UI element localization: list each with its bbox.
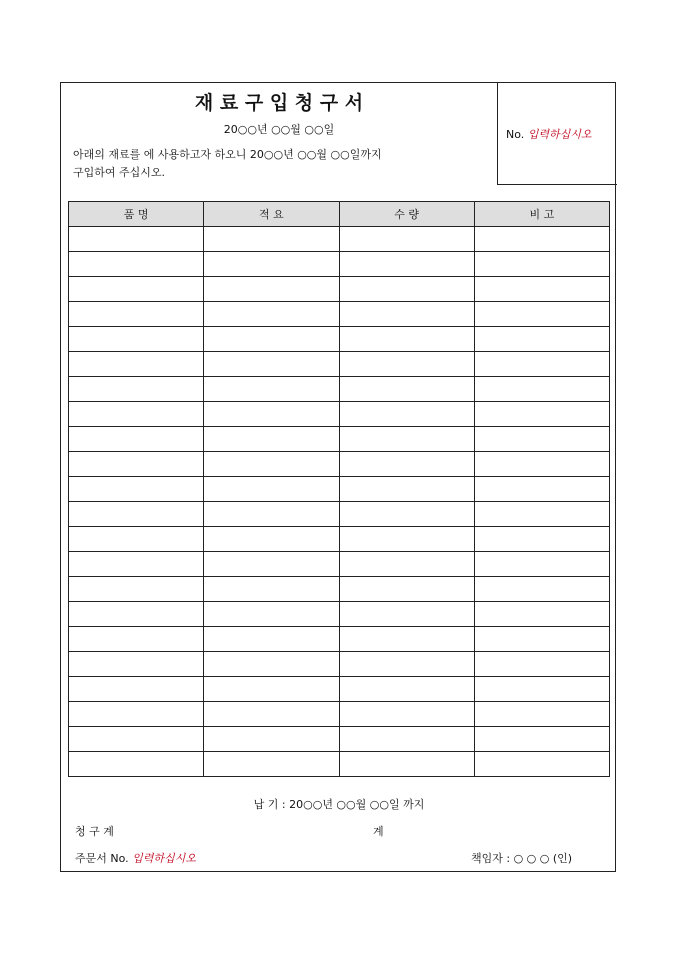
table-row — [69, 377, 610, 402]
table-row — [69, 677, 610, 702]
quantity-cell[interactable] — [339, 277, 474, 302]
remarks-cell[interactable] — [474, 627, 609, 652]
quantity-cell[interactable] — [339, 627, 474, 652]
document-number — [506, 126, 592, 142]
remarks-cell[interactable] — [474, 652, 609, 677]
remarks-cell[interactable] — [474, 252, 609, 277]
item-name-cell[interactable] — [69, 602, 204, 627]
table-row — [69, 552, 610, 577]
description-cell[interactable] — [204, 527, 339, 552]
quantity-cell[interactable] — [339, 327, 474, 352]
request-statement-line-1: 아래의 재료를 에 사용하고자 하오니 20○○년 ○○월 ○○일까지 — [73, 148, 382, 161]
order-number — [75, 850, 196, 866]
header-remarks: 비 고 — [474, 202, 609, 227]
remarks-cell[interactable] — [474, 727, 609, 752]
quantity-cell[interactable] — [339, 727, 474, 752]
table-row — [69, 477, 610, 502]
remarks-cell[interactable] — [474, 527, 609, 552]
remarks-cell[interactable] — [474, 477, 609, 502]
description-cell[interactable] — [204, 452, 339, 477]
item-name-cell[interactable] — [69, 652, 204, 677]
description-cell[interactable] — [204, 352, 339, 377]
item-name-cell[interactable] — [69, 352, 204, 377]
table-row — [69, 527, 610, 552]
table-row — [69, 302, 610, 327]
description-cell[interactable] — [204, 252, 339, 277]
remarks-cell[interactable] — [474, 277, 609, 302]
document-number-placeholder[interactable]: 입력하십시오 — [527, 128, 592, 141]
quantity-cell[interactable] — [339, 477, 474, 502]
description-cell[interactable] — [204, 702, 339, 727]
quantity-cell[interactable] — [339, 427, 474, 452]
table-row — [69, 627, 610, 652]
remarks-cell[interactable] — [474, 602, 609, 627]
table-row — [69, 352, 610, 377]
item-name-cell[interactable] — [69, 527, 204, 552]
item-name-cell[interactable] — [69, 377, 204, 402]
order-number-placeholder[interactable]: 입력하십시오 — [132, 852, 196, 865]
total-label: 계 — [373, 825, 384, 838]
header-quantity: 수 량 — [339, 202, 474, 227]
item-name-cell[interactable] — [69, 252, 204, 277]
description-cell[interactable] — [204, 277, 339, 302]
description-cell[interactable] — [204, 427, 339, 452]
item-name-cell[interactable] — [69, 427, 204, 452]
items-table — [68, 201, 610, 777]
due-date-line: 납 기 : 20○○년 ○○월 ○○일 까지 — [253, 798, 425, 811]
table-row — [69, 752, 610, 777]
manager-signature: 책임자 : ○ ○ ○ (인) — [471, 852, 573, 865]
quantity-cell[interactable] — [339, 527, 474, 552]
description-cell[interactable] — [204, 652, 339, 677]
description-cell[interactable] — [204, 227, 339, 252]
remarks-cell[interactable] — [474, 577, 609, 602]
item-name-cell[interactable] — [69, 227, 204, 252]
remarks-cell[interactable] — [474, 227, 609, 252]
remarks-cell[interactable] — [474, 377, 609, 402]
description-cell[interactable] — [204, 627, 339, 652]
quantity-cell[interactable] — [339, 352, 474, 377]
table-row — [69, 727, 610, 752]
item-name-cell[interactable] — [69, 327, 204, 352]
item-name-cell[interactable] — [69, 577, 204, 602]
item-name-cell[interactable] — [69, 452, 204, 477]
item-name-cell[interactable] — [69, 552, 204, 577]
quantity-cell[interactable] — [339, 702, 474, 727]
request-date: 20○○년 ○○월 ○○일 — [223, 123, 335, 136]
remarks-cell[interactable] — [474, 502, 609, 527]
table-row — [69, 327, 610, 352]
quantity-cell[interactable] — [339, 752, 474, 777]
description-cell[interactable] — [204, 727, 339, 752]
table-row — [69, 652, 610, 677]
item-name-cell[interactable] — [69, 302, 204, 327]
table-row — [69, 602, 610, 627]
table-row — [69, 277, 610, 302]
quantity-cell[interactable] — [339, 502, 474, 527]
quantity-cell[interactable] — [339, 677, 474, 702]
item-name-cell[interactable] — [69, 402, 204, 427]
remarks-cell[interactable] — [474, 427, 609, 452]
item-name-cell[interactable] — [69, 277, 204, 302]
request-statement — [73, 146, 493, 182]
remarks-cell[interactable] — [474, 677, 609, 702]
description-cell[interactable] — [204, 552, 339, 577]
item-name-cell[interactable] — [69, 477, 204, 502]
remarks-cell[interactable] — [474, 452, 609, 477]
request-statement-line-2: 구입하여 주십시오. — [73, 166, 166, 179]
table-row — [69, 427, 610, 452]
description-cell[interactable] — [204, 377, 339, 402]
purchase-request-form — [60, 82, 616, 872]
description-cell[interactable] — [204, 677, 339, 702]
description-cell[interactable] — [204, 752, 339, 777]
quantity-cell[interactable] — [339, 652, 474, 677]
item-name-cell[interactable] — [69, 502, 204, 527]
table-row — [69, 577, 610, 602]
item-name-cell[interactable] — [69, 727, 204, 752]
table-row — [69, 452, 610, 477]
quantity-cell[interactable] — [339, 402, 474, 427]
table-row — [69, 502, 610, 527]
claim-label: 청 구 계 — [75, 825, 114, 838]
item-name-cell[interactable] — [69, 677, 204, 702]
quantity-cell[interactable] — [339, 577, 474, 602]
document-number-prefix: No. — [506, 128, 525, 141]
remarks-cell[interactable] — [474, 402, 609, 427]
table-row — [69, 252, 610, 277]
item-name-cell[interactable] — [69, 627, 204, 652]
table-header-row — [69, 202, 610, 227]
remarks-cell[interactable] — [474, 302, 609, 327]
remarks-cell[interactable] — [474, 327, 609, 352]
table-row — [69, 227, 610, 252]
document-number-box — [497, 82, 617, 185]
header-description: 적 요 — [204, 202, 339, 227]
description-cell[interactable] — [204, 327, 339, 352]
remarks-cell[interactable] — [474, 552, 609, 577]
description-cell[interactable] — [204, 577, 339, 602]
description-cell[interactable] — [204, 402, 339, 427]
quantity-cell[interactable] — [339, 227, 474, 252]
description-cell[interactable] — [204, 477, 339, 502]
form-title: 재 료 구 입 청 구 서 — [194, 92, 364, 114]
description-cell[interactable] — [204, 302, 339, 327]
remarks-cell[interactable] — [474, 752, 609, 777]
order-number-prefix: 주문서 No. — [75, 852, 129, 865]
item-name-cell[interactable] — [69, 702, 204, 727]
description-cell[interactable] — [204, 602, 339, 627]
quantity-cell[interactable] — [339, 252, 474, 277]
quantity-cell[interactable] — [339, 377, 474, 402]
items-table-body — [69, 227, 610, 777]
quantity-cell[interactable] — [339, 552, 474, 577]
item-name-cell[interactable] — [69, 752, 204, 777]
quantity-cell[interactable] — [339, 452, 474, 477]
header-item-name: 품 명 — [69, 202, 204, 227]
table-row — [69, 402, 610, 427]
table-row — [69, 702, 610, 727]
quantity-cell[interactable] — [339, 602, 474, 627]
description-cell[interactable] — [204, 502, 339, 527]
quantity-cell[interactable] — [339, 302, 474, 327]
remarks-cell[interactable] — [474, 702, 609, 727]
remarks-cell[interactable] — [474, 352, 609, 377]
